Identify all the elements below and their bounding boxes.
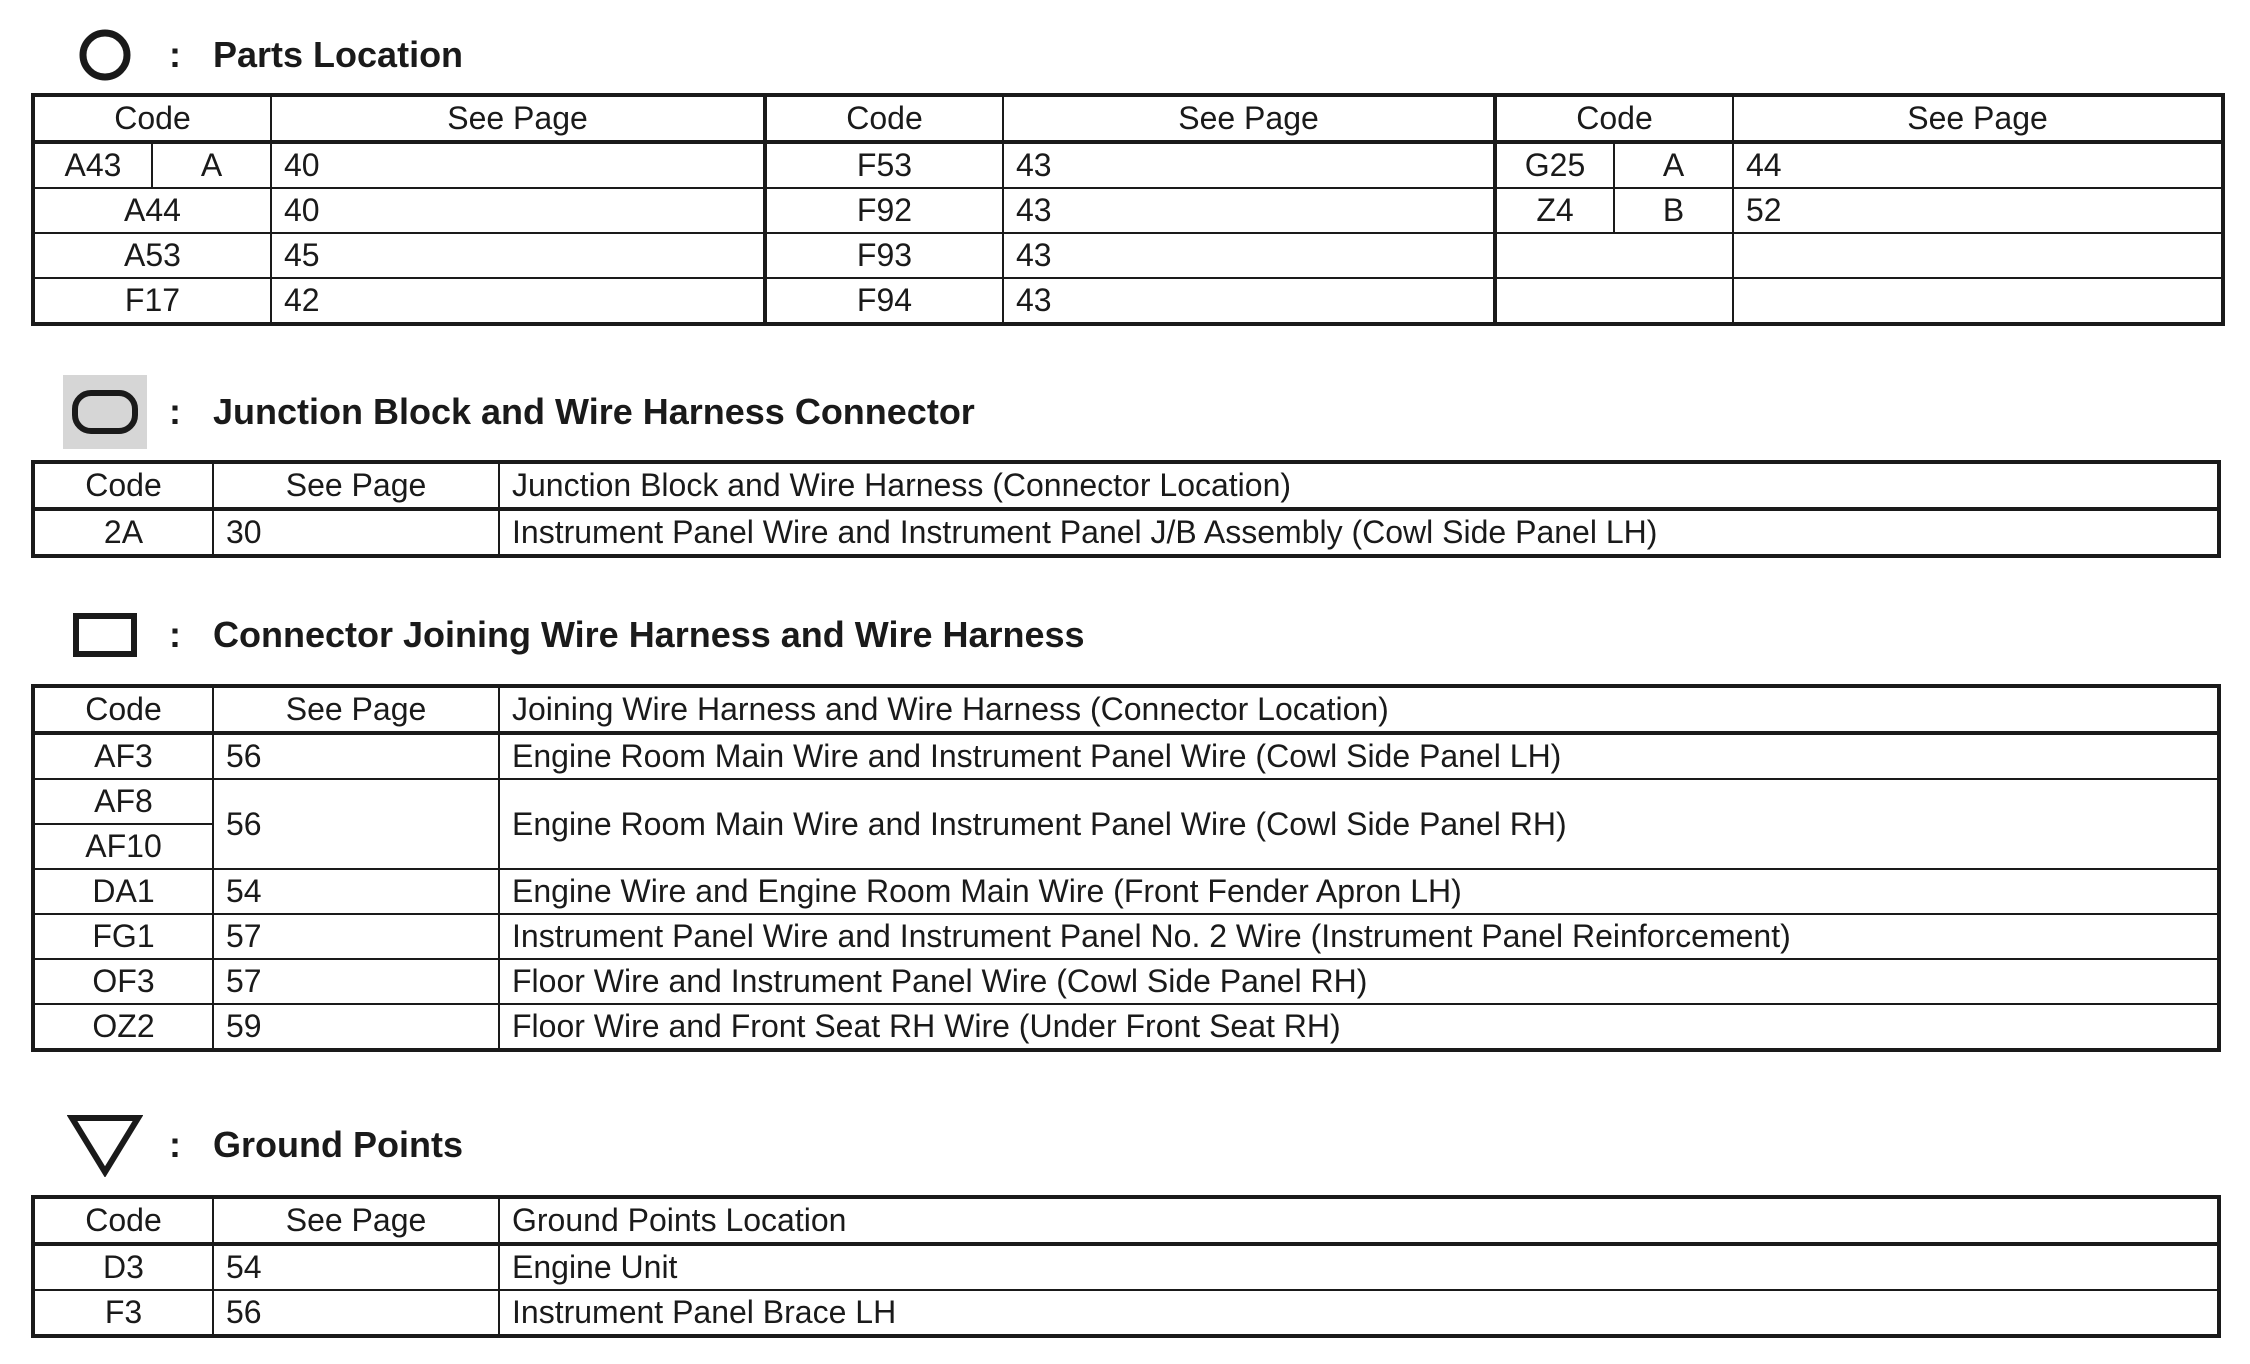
column-header-description: Joining Wire Harness and Wire Harness (Connector Location) bbox=[499, 686, 2219, 733]
code-cell: A43 bbox=[33, 142, 152, 188]
page-cell: 52 bbox=[1733, 188, 2223, 233]
page-cell: 57 bbox=[213, 959, 499, 1004]
page-cell bbox=[1733, 278, 2223, 324]
table-row bbox=[33, 1004, 2219, 1050]
description-cell: Floor Wire and Front Seat RH Wire (Under Front Seat RH) bbox=[499, 1004, 2219, 1050]
connector-joining-table bbox=[31, 684, 2221, 1052]
code-cell: AF3 bbox=[33, 733, 213, 779]
description-cell: Engine Room Main Wire and Instrument Panel Wire (Cowl Side Panel RH) bbox=[499, 779, 2219, 869]
code-cell: F53 bbox=[765, 142, 1003, 188]
rectangle-icon bbox=[62, 595, 147, 675]
page-cell: 43 bbox=[1003, 142, 1495, 188]
parts-location-header bbox=[62, 10, 1562, 100]
description-cell: Engine Unit bbox=[499, 1244, 2219, 1290]
ground-points-header bbox=[62, 1100, 1562, 1190]
table-row bbox=[33, 959, 2219, 1004]
rounded-rect-shaded-icon bbox=[62, 372, 147, 452]
column-header-code: Code bbox=[33, 95, 271, 142]
description-cell: Instrument Panel Brace LH bbox=[499, 1290, 2219, 1336]
description-cell: Engine Wire and Engine Room Main Wire (Front Fender Apron LH) bbox=[499, 869, 2219, 914]
page-cell: 59 bbox=[213, 1004, 499, 1050]
column-header-see-page: See Page bbox=[1733, 95, 2223, 142]
ground-points-table bbox=[31, 1195, 2221, 1338]
page-cell: 30 bbox=[213, 509, 499, 556]
table-row bbox=[33, 188, 2223, 233]
column-header-see-page: See Page bbox=[213, 686, 499, 733]
code-cell: F3 bbox=[33, 1290, 213, 1336]
code-cell: F93 bbox=[765, 233, 1003, 278]
code-cell: F92 bbox=[765, 188, 1003, 233]
page-cell: 43 bbox=[1003, 278, 1495, 324]
column-header-see-page: See Page bbox=[1003, 95, 1495, 142]
table-row bbox=[33, 1244, 2219, 1290]
code-cell bbox=[1495, 278, 1733, 324]
section-title: Connector Joining Wire Harness and Wire Harness bbox=[213, 614, 1085, 655]
code-cell: Z4 bbox=[1495, 188, 1614, 233]
page-cell: 43 bbox=[1003, 233, 1495, 278]
description-cell: Instrument Panel Wire and Instrument Panel No. 2 Wire (Instrument Panel Reinforcement) bbox=[499, 914, 2219, 959]
table-row bbox=[33, 142, 2223, 188]
column-header-see-page: See Page bbox=[271, 95, 765, 142]
description-cell: Floor Wire and Instrument Panel Wire (Cowl Side Panel RH) bbox=[499, 959, 2219, 1004]
page-cell: 56 bbox=[213, 779, 499, 869]
page-cell: 43 bbox=[1003, 188, 1495, 233]
page-cell: 54 bbox=[213, 869, 499, 914]
page-cell: 45 bbox=[271, 233, 765, 278]
table-row bbox=[33, 233, 2223, 278]
page-cell: 42 bbox=[271, 278, 765, 324]
connector-joining-header bbox=[62, 590, 1562, 680]
page-cell bbox=[1733, 233, 2223, 278]
column-header-code: Code bbox=[1495, 95, 1733, 142]
code-cell bbox=[1495, 233, 1733, 278]
section-title: Ground Points bbox=[213, 1124, 463, 1165]
page-cell: 54 bbox=[213, 1244, 499, 1290]
colon: : bbox=[169, 614, 181, 655]
column-header-see-page: See Page bbox=[213, 462, 499, 509]
code-cell: OF3 bbox=[33, 959, 213, 1004]
table-row bbox=[33, 509, 2219, 556]
code-cell: AF10 bbox=[33, 824, 213, 869]
column-header-code: Code bbox=[33, 462, 213, 509]
column-header-see-page: See Page bbox=[213, 1197, 499, 1244]
description-cell: Instrument Panel Wire and Instrument Panel J/B Assembly (Cowl Side Panel LH) bbox=[499, 509, 2219, 556]
section-title: Junction Block and Wire Harness Connector bbox=[213, 391, 975, 432]
code-cell: A53 bbox=[33, 233, 271, 278]
triangle-down-icon bbox=[62, 1105, 147, 1185]
code-cell: OZ2 bbox=[33, 1004, 213, 1050]
parts-location-table bbox=[31, 93, 2225, 326]
circle-icon bbox=[62, 15, 147, 95]
code-cell: DA1 bbox=[33, 869, 213, 914]
code-sub-cell: B bbox=[1614, 188, 1733, 233]
page-cell: 56 bbox=[213, 1290, 499, 1336]
table-row bbox=[33, 1290, 2219, 1336]
table-row bbox=[33, 733, 2219, 779]
table-row bbox=[33, 278, 2223, 324]
code-cell: 2A bbox=[33, 509, 213, 556]
junction-block-header bbox=[62, 367, 1562, 457]
code-sub-cell: A bbox=[152, 142, 271, 188]
column-header-description: Ground Points Location bbox=[499, 1197, 2219, 1244]
page-cell: 40 bbox=[271, 188, 765, 233]
code-cell: A44 bbox=[33, 188, 271, 233]
column-header-code: Code bbox=[765, 95, 1003, 142]
code-sub-cell: A bbox=[1614, 142, 1733, 188]
column-header-description: Junction Block and Wire Harness (Connector Location) bbox=[499, 462, 2219, 509]
table-row bbox=[33, 779, 2219, 824]
colon: : bbox=[169, 1124, 181, 1165]
colon: : bbox=[169, 34, 181, 75]
page-cell: 56 bbox=[213, 733, 499, 779]
page-cell: 40 bbox=[271, 142, 765, 188]
code-cell: FG1 bbox=[33, 914, 213, 959]
colon: : bbox=[169, 391, 181, 432]
code-cell: F17 bbox=[33, 278, 271, 324]
section-title: Parts Location bbox=[213, 34, 464, 75]
code-cell: G25 bbox=[1495, 142, 1614, 188]
column-header-code: Code bbox=[33, 686, 213, 733]
page-cell: 57 bbox=[213, 914, 499, 959]
junction-block-table bbox=[31, 460, 2221, 558]
table-row bbox=[33, 914, 2219, 959]
description-cell: Engine Room Main Wire and Instrument Panel Wire (Cowl Side Panel LH) bbox=[499, 733, 2219, 779]
code-cell: D3 bbox=[33, 1244, 213, 1290]
page-cell: 44 bbox=[1733, 142, 2223, 188]
code-cell: F94 bbox=[765, 278, 1003, 324]
column-header-code: Code bbox=[33, 1197, 213, 1244]
table-row bbox=[33, 869, 2219, 914]
code-cell: AF8 bbox=[33, 779, 213, 824]
